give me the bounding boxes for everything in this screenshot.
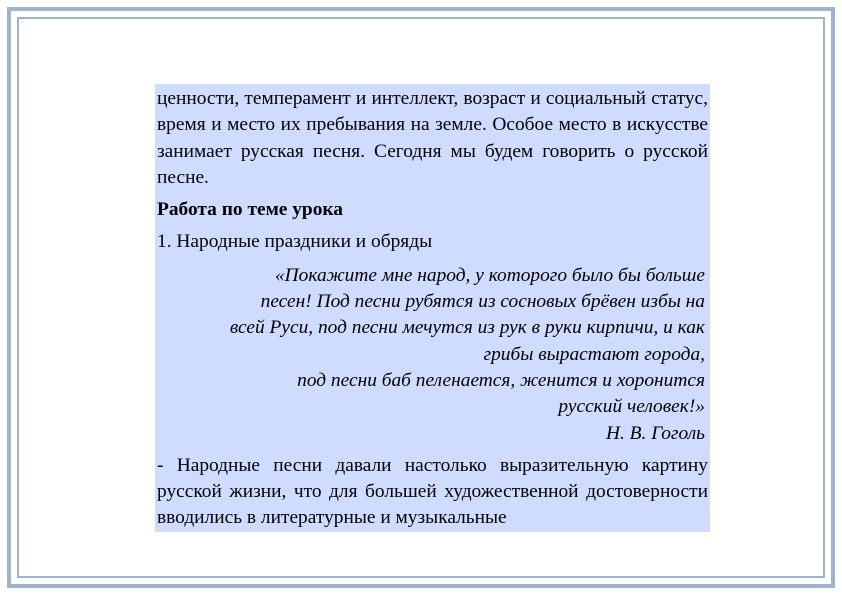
body-line: достоверности вводились в литературные и музыкальные (157, 481, 708, 529)
quote-line: под песни баб пеленается, женится и хоронится (297, 369, 705, 391)
list-item: 1. Народные праздники и обряды (157, 231, 433, 253)
slide-text-block (155, 84, 710, 532)
quote-line: «Покажите мне народ, у которого было бы больше (274, 264, 705, 286)
intro-line: место в искусстве занимает русская песня. Сегодня мы (157, 114, 708, 162)
body-line: картину русской жизни, что для большей художественной (157, 454, 708, 503)
section-heading: Работа по теме урока (157, 199, 343, 221)
intro-line: будем говорить о русской песне. (157, 140, 708, 188)
body-line: - Народные песни давали настолько выразительную (157, 454, 629, 476)
epigraph-quote (157, 263, 708, 447)
quote-line: песен! Под песни рубятся из сосновых брёвен избы на (260, 291, 705, 313)
quote-line: грибы вырастают города, (483, 343, 705, 365)
quote-line: всей Руси, под песни мечутся из рук в руки кирпичи, и как (229, 317, 705, 339)
intro-line: ценности, темперамент и интеллект, возраст и социальный (157, 88, 647, 109)
body-paragraph (157, 453, 708, 532)
quote-author: Н. В. Гоголь (605, 422, 705, 444)
intro-line: статус, время и место их пребывания на земле. Особое (157, 88, 708, 136)
intro-paragraph (157, 86, 708, 191)
quote-line: русский человек!» (558, 396, 705, 418)
